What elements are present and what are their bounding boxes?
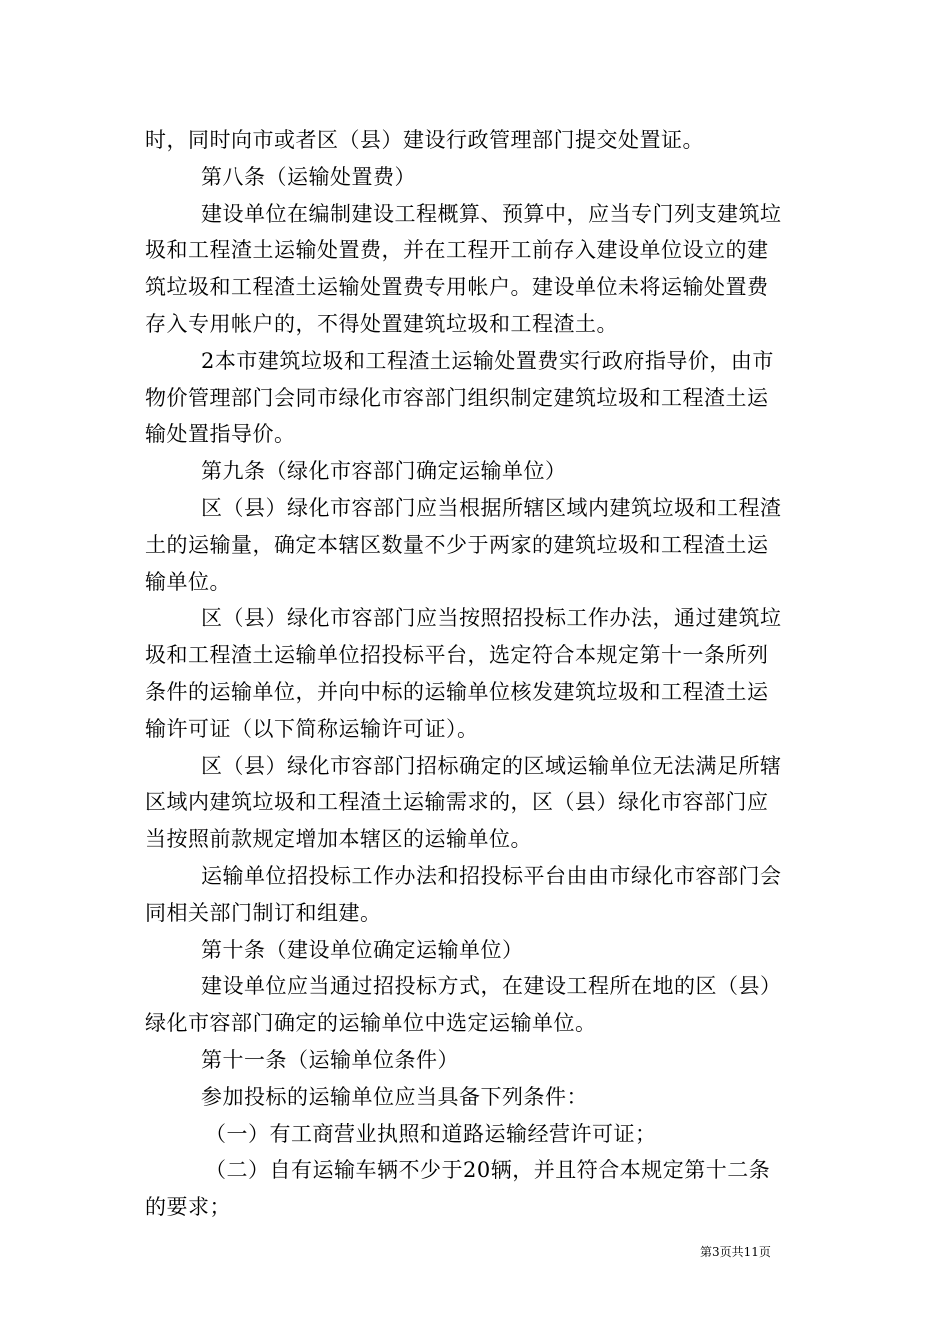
text-line: 物价管理部门会同市绿化市容部门组织制定建筑垃圾和工程渣土运 — [145, 385, 769, 410]
text-line: 存入专用帐户的，不得处置建筑垃圾和工程渣土。 — [145, 311, 618, 336]
text-line: 当按照前款规定增加本辖区的运输单位。 — [145, 827, 532, 852]
text-line: 区（县）绿化市容部门招标确定的区域运输单位无法满足所辖 — [201, 753, 782, 778]
text-line: 区（县）绿化市容部门应当根据所辖区域内建筑垃圾和工程渣 — [201, 495, 782, 520]
text-line: 圾和工程渣土运输处置费，并在工程开工前存入建设单位设立的建 — [145, 238, 769, 263]
text-line: 建设单位在编制建设工程概算、预算中，应当专门列支建筑垃 — [201, 201, 782, 226]
text-line: 条件的运输单位，并向中标的运输单位核发建筑垃圾和工程渣土运 — [145, 679, 769, 704]
list-item: （一）有工商营业执照和道路运输经营许可证； — [205, 1121, 657, 1146]
text-line: 输单位。 — [145, 569, 231, 594]
text-line: 筑垃圾和工程渣土运输处置费专用帐户。建设单位未将运输处置费 — [145, 275, 769, 300]
text-line: 区域内建筑垃圾和工程渣土运输需求的，区（县）绿化市容部门应 — [145, 790, 769, 815]
article-heading-10: 第十条（建设单位确定运输单位） — [201, 937, 524, 962]
list-item: （二）自有运输车辆不少于20辆，并且符合本规定第十二条 — [205, 1158, 771, 1183]
page-number-footer: 第3页共11页 — [700, 1245, 771, 1259]
article-heading-9: 第九条（绿化市容部门确定运输单位） — [201, 459, 567, 484]
text-line: 圾和工程渣土运输单位招投标平台，选定符合本规定第十一条所列 — [145, 643, 769, 668]
text-line: 时，同时向市或者区（县）建设行政管理部门提交处置证。 — [145, 128, 704, 152]
article-heading-11: 第十一条（运输单位条件） — [201, 1047, 459, 1072]
text-line: 输许可证（以下简称运输许可证）。 — [145, 716, 479, 741]
text-line: 运输单位招投标工作办法和招投标平台由由市绿化市容部门会 — [201, 863, 782, 888]
document-body — [145, 122, 810, 1226]
text-line: 绿化市容部门确定的运输单位中选定运输单位。 — [145, 1011, 597, 1036]
text-line: 同相关部门制订和组建。 — [145, 900, 382, 925]
text-line: 的要求； — [145, 1195, 231, 1220]
text-line: 土的运输量，确定本辖区数量不少于两家的建筑垃圾和工程渣土运 — [145, 532, 769, 557]
text-line: 输处置指导价。 — [145, 422, 296, 447]
text-line: 参加投标的运输单位应当具备下列条件： — [201, 1084, 588, 1109]
article-heading-8: 第八条（运输处置费） — [201, 164, 416, 189]
text-line: 建设单位应当通过招投标方式，在建设工程所在地的区（县） — [201, 974, 782, 999]
text-line: 区（县）绿化市容部门应当按照招投标工作办法，通过建筑垃 — [201, 606, 782, 631]
text-line: 2本市建筑垃圾和工程渣土运输处置费实行政府指导价，由市 — [201, 348, 774, 373]
